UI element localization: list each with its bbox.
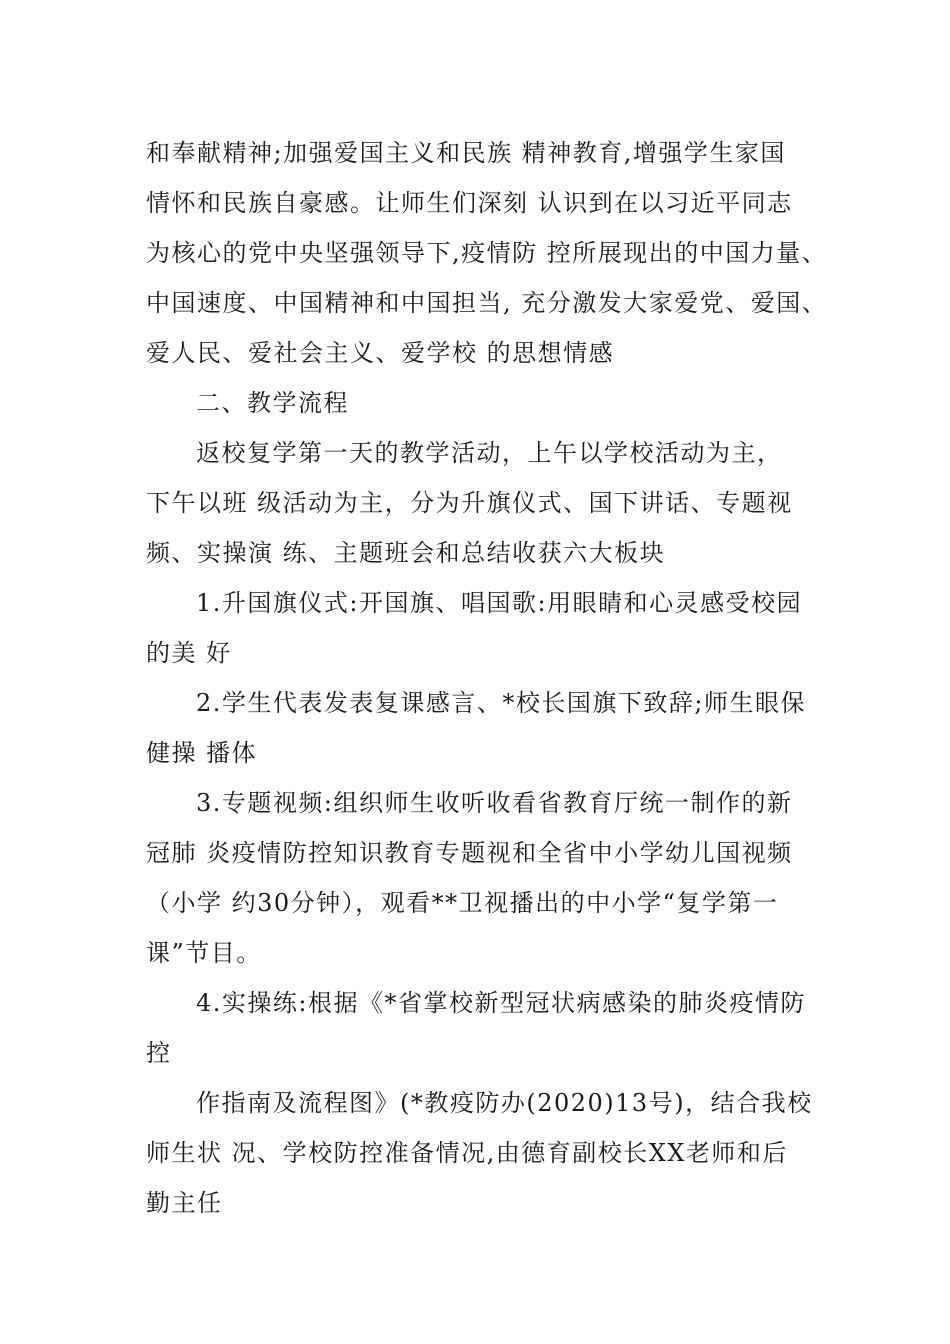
text-line: （小学 约30分钟），观看**卫视播出的中小学“复学第一	[146, 889, 779, 917]
text-line: 和奉献精神;加强爱国主义和民族 精神教育,增强学生家国	[146, 139, 786, 167]
text-line: 师生状 况、学校防控准备情况,由德育副校长XX老师和后	[146, 1139, 788, 1167]
text-line: 勤主任	[146, 1189, 223, 1217]
text-line: 返校复学第一天的教学活动，上午以学校活动为主，	[196, 439, 783, 467]
text-line: 下午以班 级活动为主，分为升旗仪式、国下讲话、专题视	[146, 489, 793, 517]
text-line: 控	[146, 1039, 172, 1067]
text-line: 爱人民、爱社会主义、爱学校 的思想情感	[146, 339, 615, 367]
text-line: 1.升国旗仪式:开国旗、唱国歌:用眼睛和心灵感受校园	[196, 589, 803, 617]
text-line: 中国速度、中国精神和中国担当, 充分激发大家爱党、爱国、	[146, 289, 828, 317]
text-line: 的美 好	[146, 639, 232, 667]
text-line: 健操 播体	[146, 739, 258, 767]
text-line: 课”节目。	[146, 939, 262, 967]
text-line: 情怀和民族自豪感。让师生们深刻 认识到在以习近平同志	[146, 189, 793, 217]
text-line: 4.实操练:根据《*省掌校新型冠状病感染的肺炎疫情防	[196, 989, 806, 1017]
text-line: 为核心的党中央坚强领导下,疫情防 控所展现出的中国力量、	[146, 239, 828, 267]
text-line: 2.学生代表发表复课感言、*校长国旗下致辞;师生眼保	[196, 689, 806, 717]
text-line: 3.专题视频:组织师生收听收看省教育厅统一制作的新	[196, 789, 793, 817]
text-line: 冠肺 炎疫情防控知识教育专题视和全省中小学幼儿国视频	[146, 839, 793, 867]
text-line: 作指南及流程图》(*教疫防办(2020)13号)，结合我校	[196, 1089, 813, 1117]
text-line: 二、教学流程	[196, 389, 349, 417]
document-body	[146, 128, 836, 1228]
text-line: 频、实操演 练、主题班会和总结收获六大板块	[146, 539, 666, 567]
